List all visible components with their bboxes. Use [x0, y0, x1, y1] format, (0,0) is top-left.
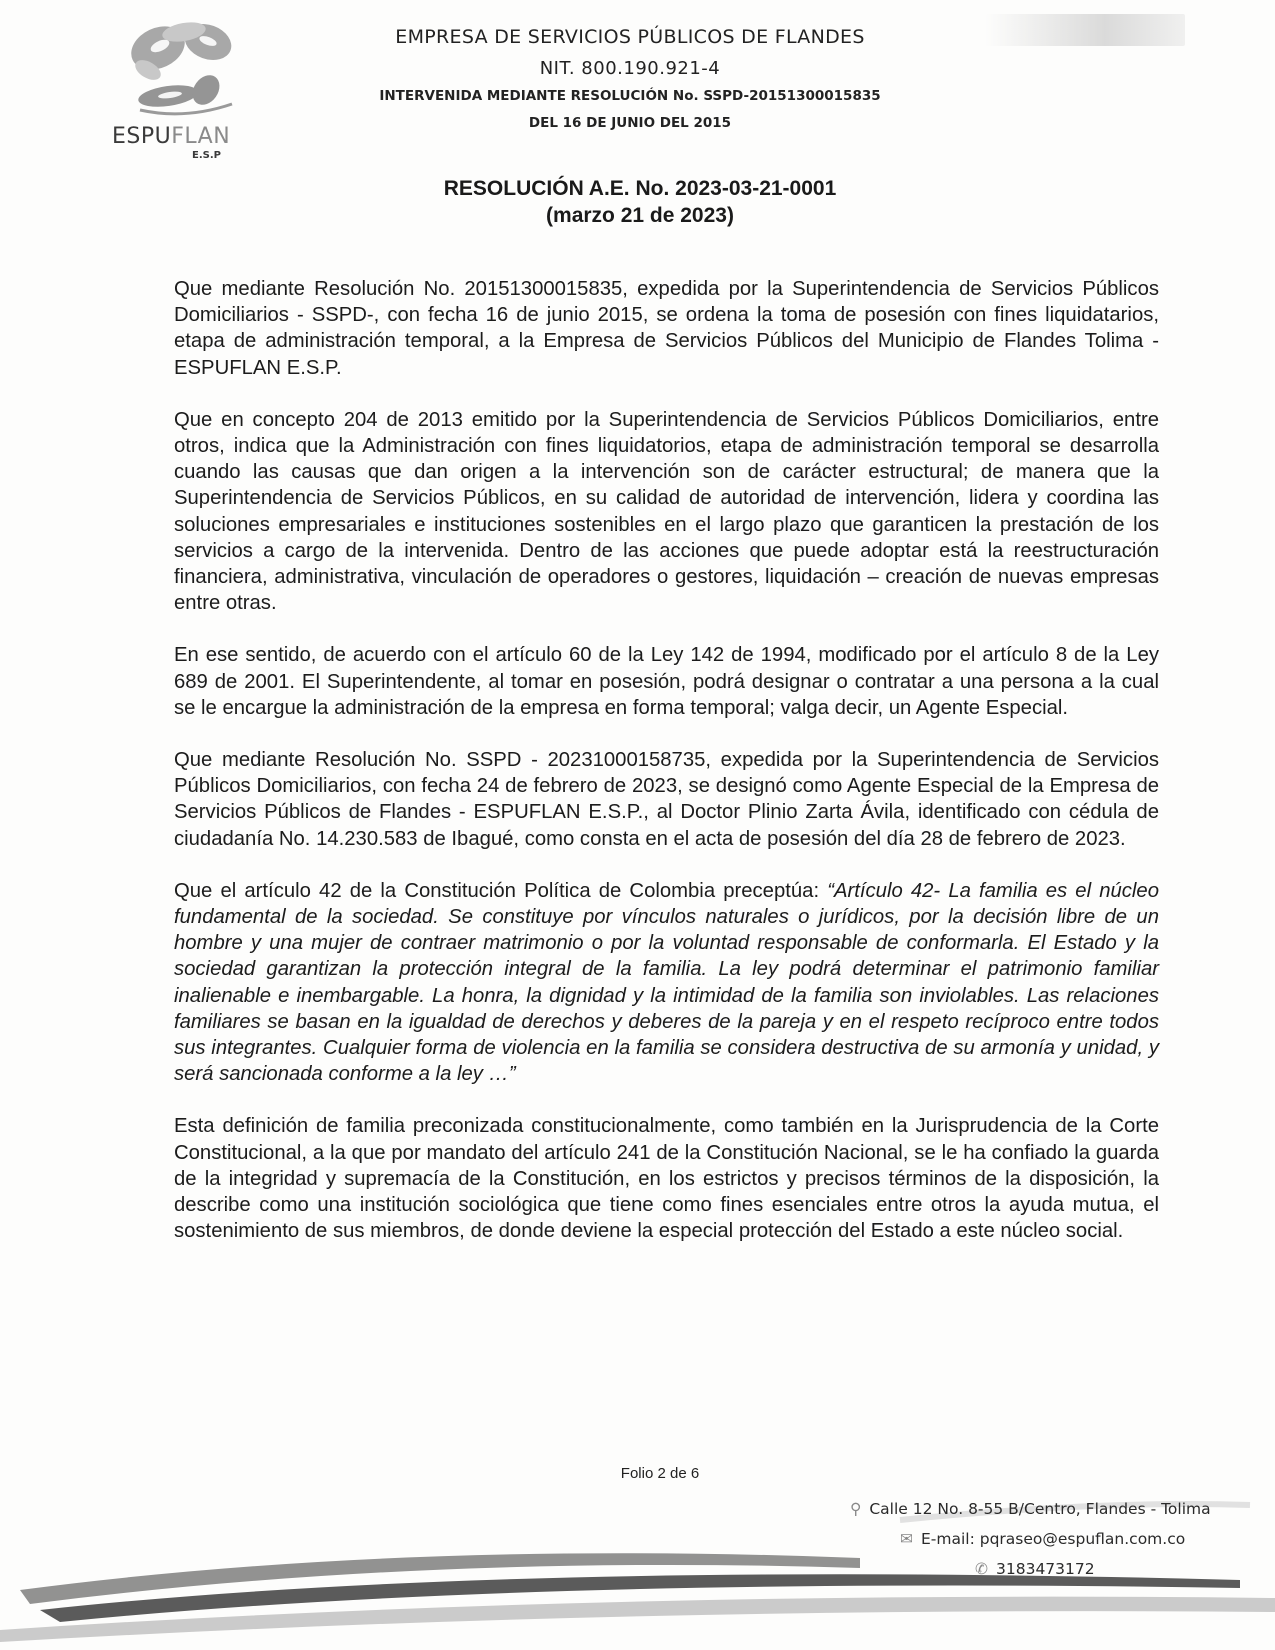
logo-subtext: E.S.P [192, 150, 221, 161]
paragraph-1: Que mediante Resolución No. 20151300015835, expedida por la Superintendencia de Servicios Públicos Domiciliarios - SSPD-, con fecha 16 de junio 2015, se ordena la toma de posesión con fines liquidatarios, etapa de administración temporal, a la Empresa de Servicios Públicos del Municipio de Flandes Tolima - ESPUFLAN E.S.P. [174, 278, 1159, 379]
paragraph-5 [174, 878, 1159, 1088]
resolution-date: (marzo 21 de 2023) [546, 204, 734, 227]
paragraph-3: En ese sentido, de acuerdo con el artículo 60 de la Ley 142 de 1994, modificado por el artículo 8 de la Ley 689 de 2001. El Superintendente, al tomar en posesión, podrá designar o contratar a una persona a la cual se le encargue la administración de la empresa en forma temporal; valga decir, un Agente Especial. [174, 644, 1159, 719]
logo-wordmark: ESPUFLAN [112, 124, 231, 149]
footer-address [850, 1500, 1211, 1518]
paragraph-4: Que mediante Resolución No. SSPD - 20231000158735, expedida por la Superintendencia de Servicios Públicos Domiciliarios, con fecha 24 de febrero de 2023, se designó como Agente Especial de la Empresa de Servicios Públicos de Flandes - ESPUFLAN E.S.P., al Doctor Plinio Zarta Ávila, identificado con cédula de ciudadanía No. 14.230.583 de Ibagué, como consta en el acta de posesión del día 28 de febrero de 2023. [174, 749, 1159, 850]
footer-email [900, 1530, 1185, 1548]
scan-artifact [985, 14, 1185, 46]
company-name: EMPRESA DE SERVICIOS PÚBLICOS DE FLANDES [395, 26, 865, 48]
document-body [174, 276, 1159, 1271]
envelope-icon: ✉ [900, 1530, 913, 1548]
paragraph-6: Esta definición de familia preconizada constitucionalmente, como también en la Jurisprudencia de la Corte Constitucional, a la que por mandato del artículo 241 de la Constitución Nacional, se le ha confiado la guarda de la integridad y supremacía de la Constitución, en los estrictos y precisos términos de la disposición, la describe como una institución sociológica que tiene como fines esenciales entre otros la ayuda mutua, el sostenimiento de sus miembros, de donde deviene la especial protección del Estado a este núcleo social. [174, 1115, 1159, 1243]
footer-phone [975, 1560, 1095, 1578]
intervention-line-1: INTERVENIDA MEDIANTE RESOLUCIÓN No. SSPD-20151300015835 [379, 88, 881, 104]
company-nit: NIT. 800.190.921-4 [539, 58, 721, 79]
footer-email-text[interactable]: E-mail: pqraseo@espuflan.com.co [921, 1530, 1186, 1548]
paragraph-5-intro: Que el artículo 42 de la Constitución Política de Colombia preceptúa: [174, 879, 828, 902]
footer-phone-text: 3183473172 [996, 1560, 1095, 1578]
phone-icon: ✆ [975, 1560, 988, 1578]
paragraph-2: Que en concepto 204 de 2013 emitido por la Superintendencia de Servicios Públicos Domiciliarios, entre otros, indica que la Administración con fines liquidatorios, etapa de administración temporal se desarrolla cuando las causas que dan origen a la intervención son de carácter estructural; de manera que la Superintendencia de Servicios Públicos, en su calidad de autoridad de intervención, lidera y coordina las soluciones empresariales e instituciones sostenibles en el largo plazo que garanticen la prestación de los servicios a cargo de la intervenida. Dentro de las acciones que puede adoptar está la reestructuración financiera, administrativa, vinculación de operadores o gestores, liquidación – creación de nuevas empresas entre otras. [174, 408, 1159, 615]
folio-number: Folio 2 de 6 [620, 1465, 700, 1482]
resolution-number: RESOLUCIÓN A.E. No. 2023-03-21-0001 [443, 177, 837, 200]
footer-address-text: Calle 12 No. 8-55 B/Centro, Flandes - Tolima [869, 1500, 1211, 1518]
location-pin-icon: ⚲ [850, 1500, 862, 1518]
logo-emblem-icon [110, 12, 260, 127]
constitution-quote: “Artículo 42- La familia es el núcleo fundamental de la sociedad. Se constituye por vínculos naturales o jurídicos, por la decisión libre de un hombre y una mujer de contraer matrimonio o por la voluntad responsable de conformarla. El Estado y la sociedad garantizan la protección integral de la familia. La ley podrá determinar el patrimonio familiar inalienable e inembargable. La honra, la dignidad y la intimidad de la familia son inviolables. Las relaciones familiares se basan en la igualdad de derechos y deberes de la pareja y en el respeto recíproco entre todos sus integrantes. Cualquier forma de violencia en la familia se considera destructiva de su armonía y unidad, y será sancionada conforme a la ley …” [174, 879, 1159, 1086]
intervention-line-2: DEL 16 DE JUNIO DEL 2015 [528, 115, 732, 131]
